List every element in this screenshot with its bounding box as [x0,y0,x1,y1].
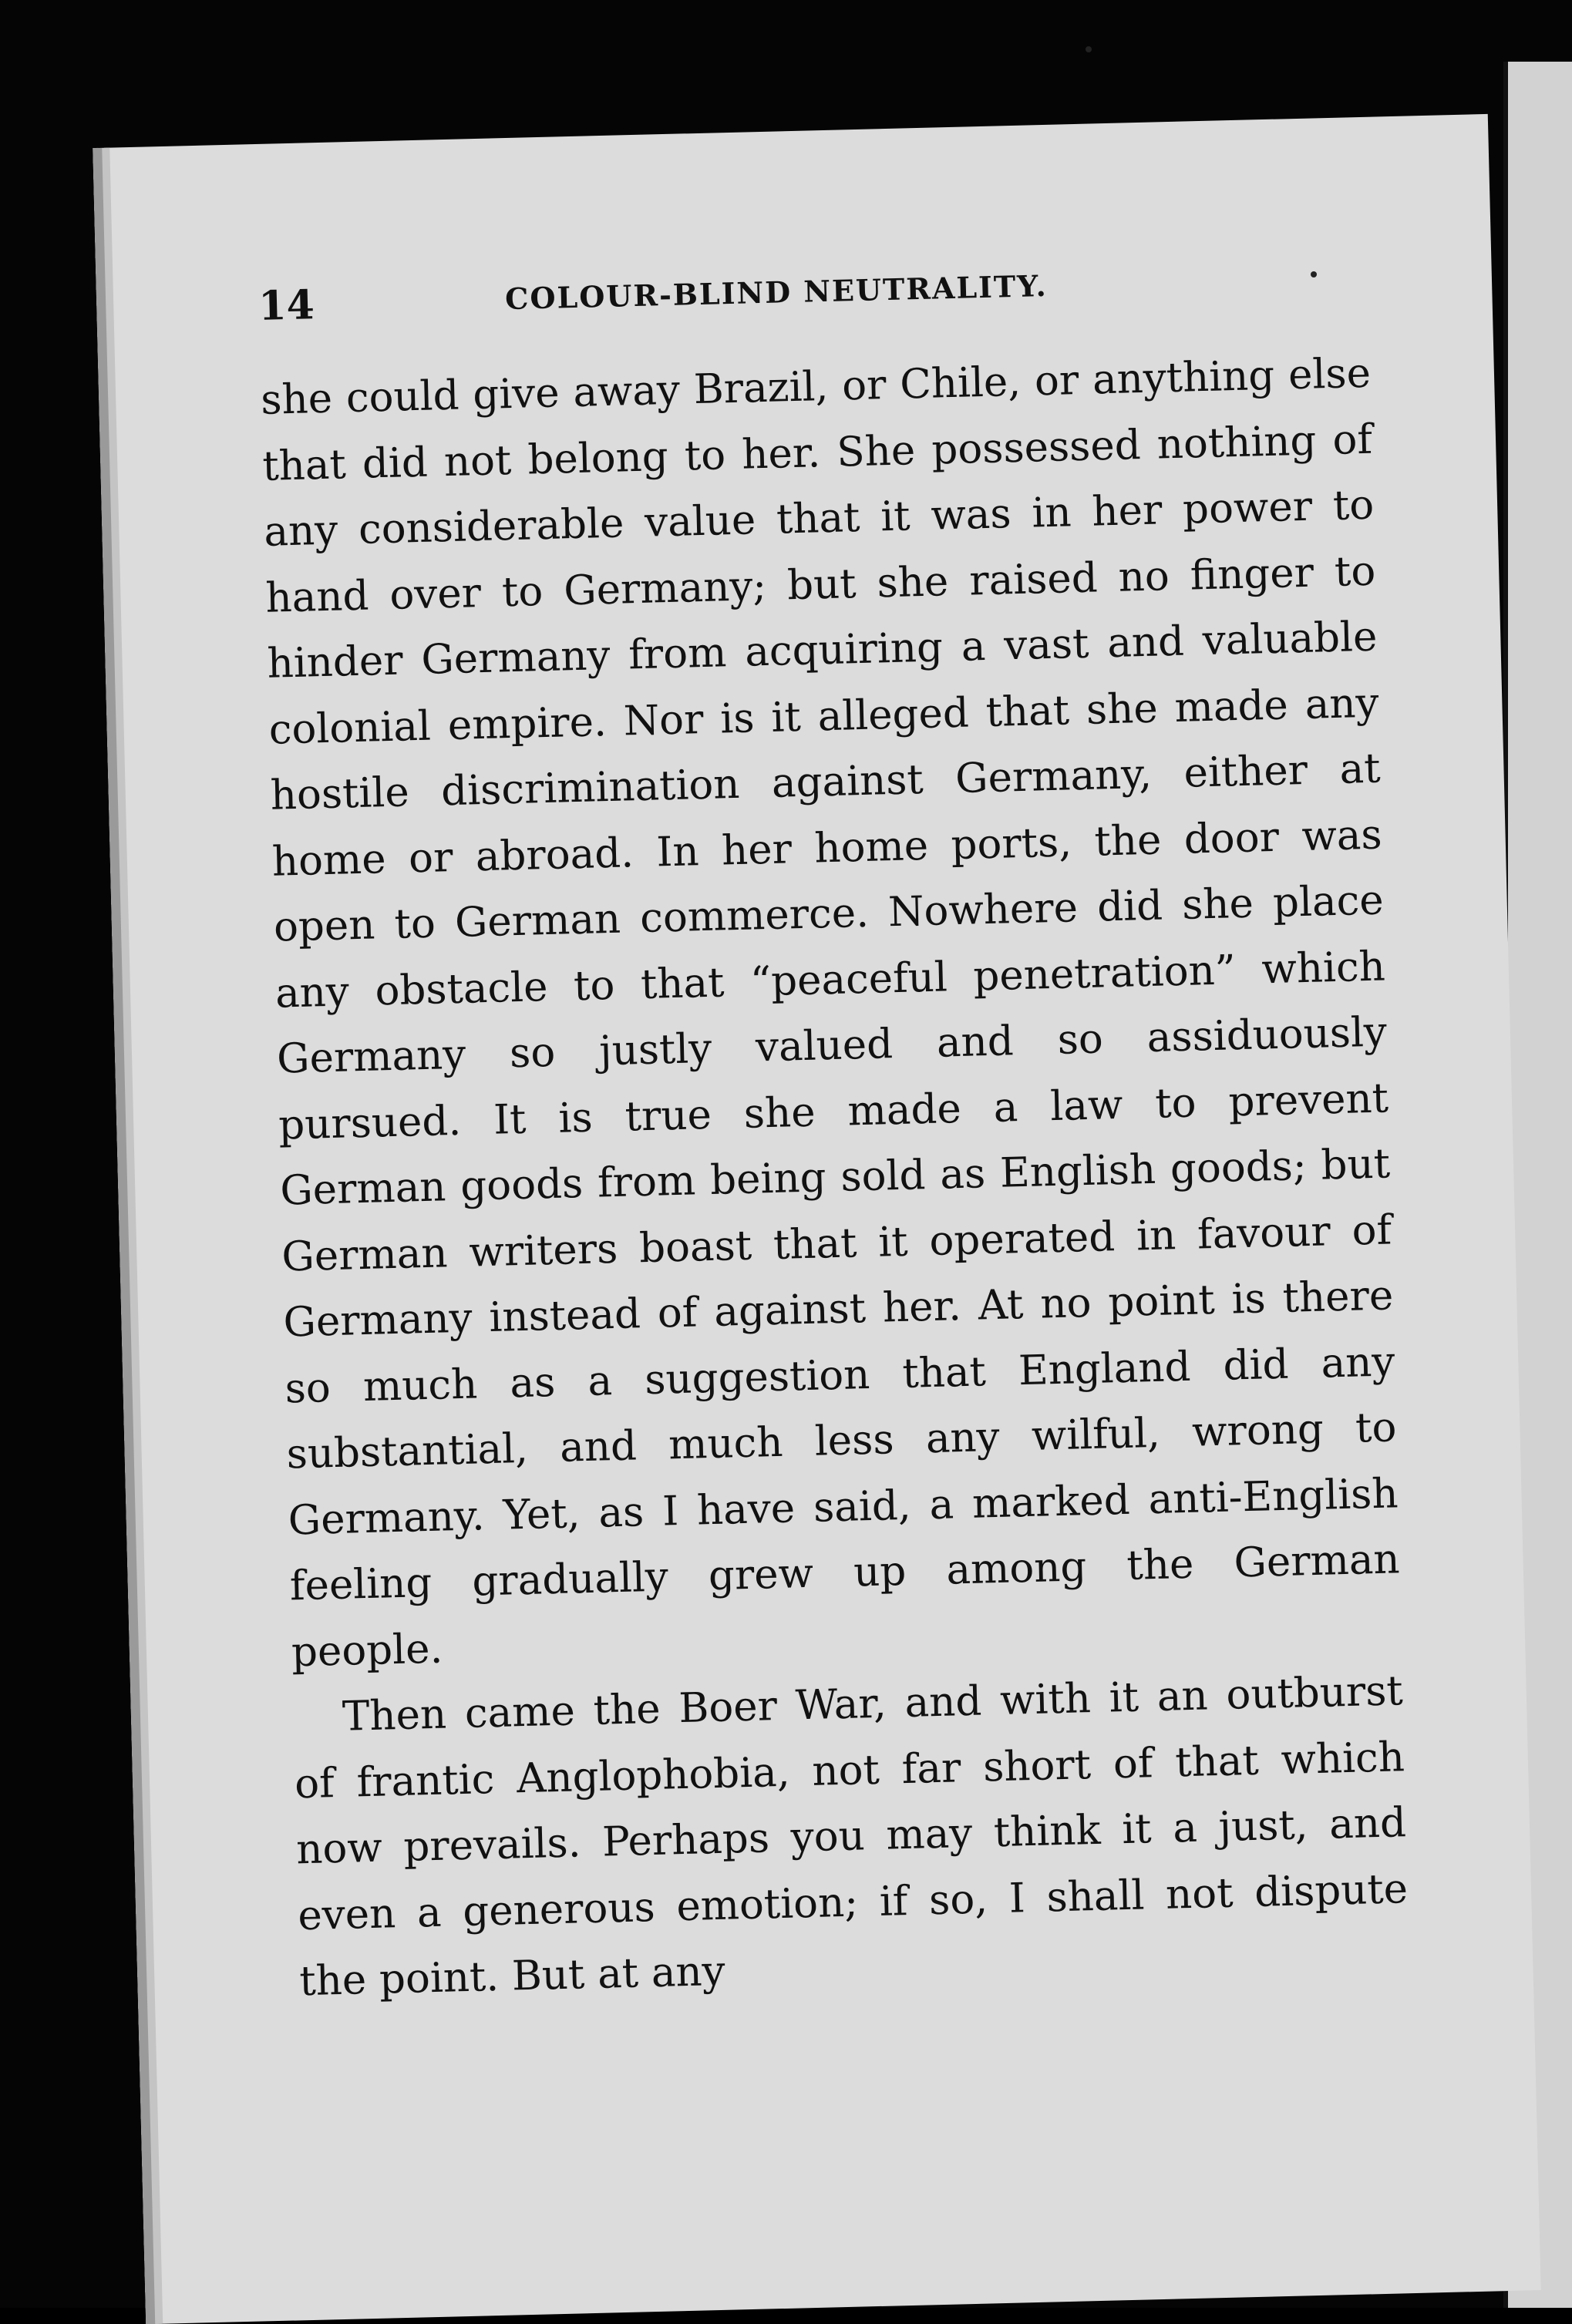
paragraph-1: she could give away Brazil, or Chile, or anything else that did not belong to her. She possessed nothing of any considerable value that it was in her power to hand over to Germany; but she raised no finger to hinder Germany from acquiring a vast and valuable colonial empire. Nor is it alleged that she made any hostile discrimination against Germany, either at home or abroad. In her home ports, the door was open to German commerce. Nowhere did she place any obstacle to that “peaceful penetration” which Germany so justly valued and so assiduously pursued. It is true she made a law to prevent German goods from being sold as English goods; but German writers boast that it operated in favour of Germany instead of against her. At no point is there so much as a suggestion that England did any substantial, and much less any wilful, wrong to Germany. Yet, as I have said, a marked anti-English feeling gradually grew up among the German people. [260,349,1401,1676]
page-header [258,255,1376,330]
body-text [260,341,1410,2015]
scan-speck [1086,46,1092,52]
running-title: COLOUR-BLIND NEUTRALITY. [504,267,1049,317]
book-page [93,114,1540,2324]
page-number: 14 [258,281,315,330]
paragraph-2: Then came the Boer War, and with it an outburst of frantic Anglophobia, not far short of that which now prevails. Perhaps you may think it a just, and even a generous emotion; if so, I shall not dispute the point. But at any [294,1667,1409,2006]
scan-speck [1311,271,1317,277]
